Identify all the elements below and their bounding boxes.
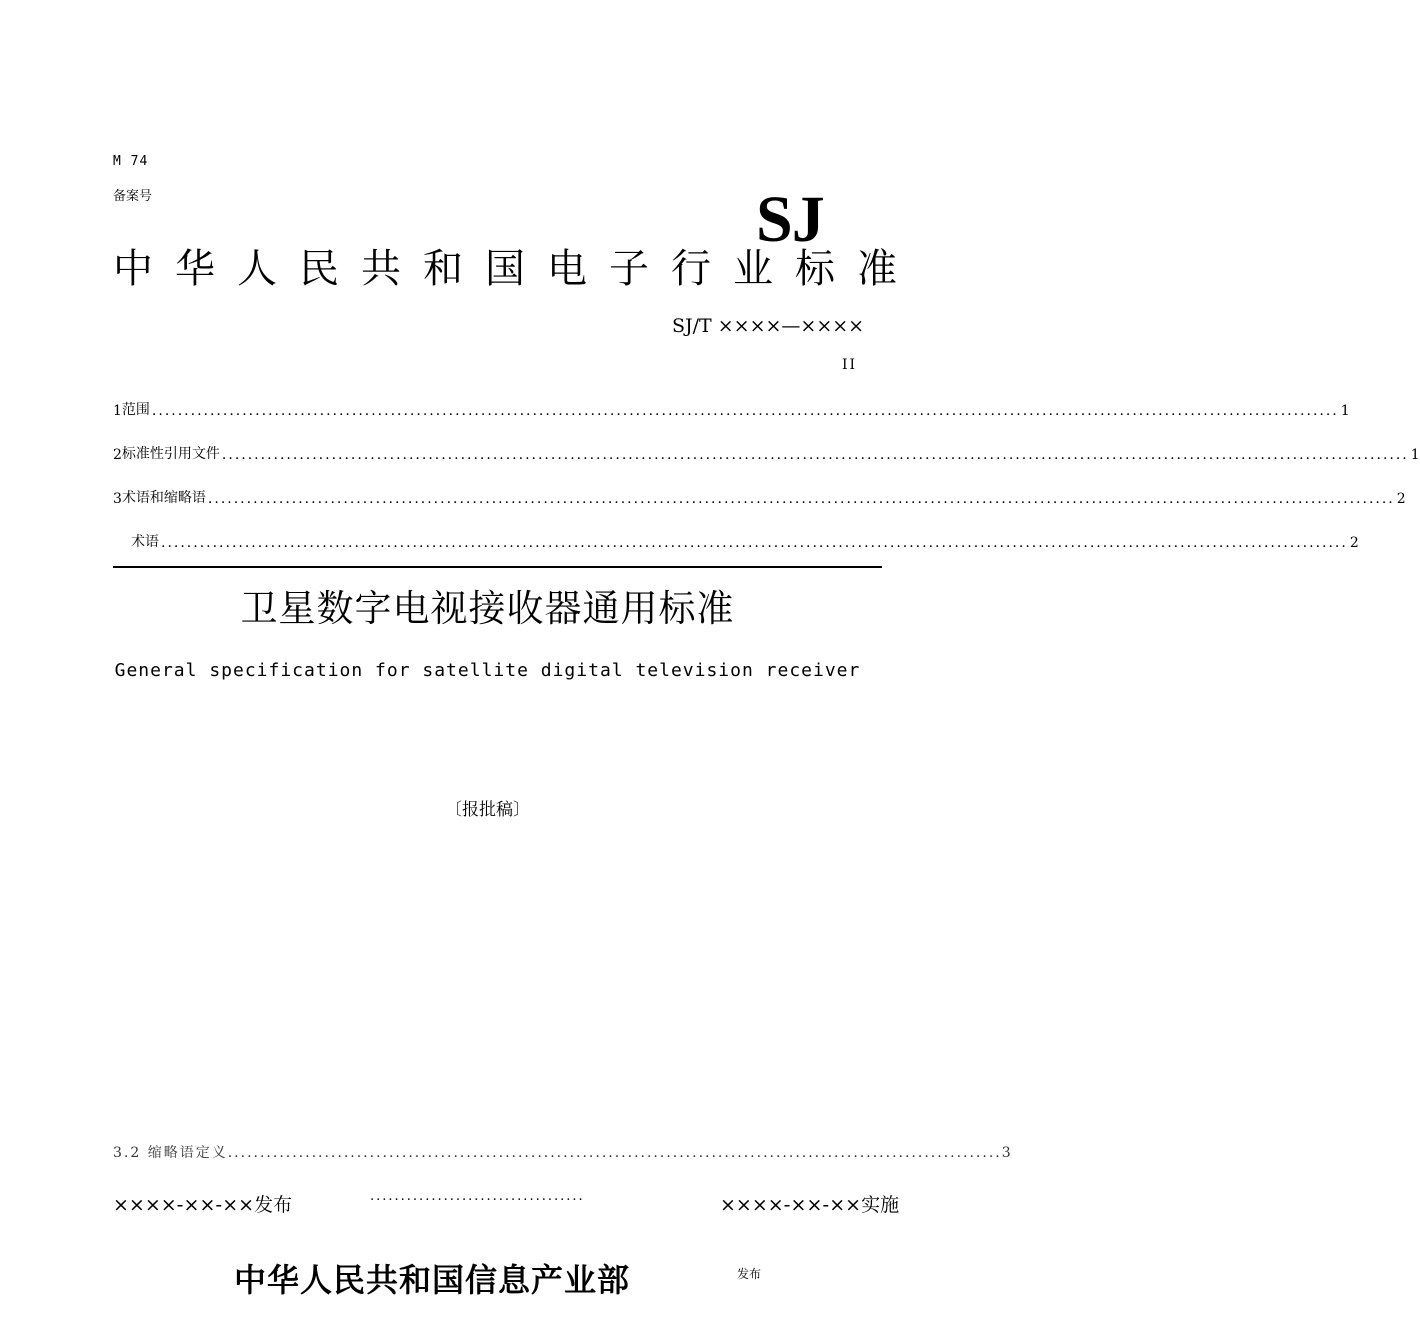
sj-logo-text: SJ: [756, 183, 824, 256]
toc-page-number: 1: [1340, 403, 1350, 419]
toc-item-terms[interactable]: [131, 531, 1359, 551]
toc-page-number: 1: [1410, 447, 1420, 463]
issue-date: ××××-××-××发布: [113, 1194, 293, 1216]
toc-item-terms-abbreviations[interactable]: [113, 487, 1406, 507]
toc-label: 术语: [131, 534, 159, 550]
toc-item-scope[interactable]: [113, 399, 1350, 419]
classification-code: M 74: [113, 154, 149, 169]
issuing-ministry: 中华人民共和国信息产业部: [234, 1261, 631, 1299]
implementation-date: ××××-××-××实施: [720, 1194, 900, 1216]
issuing-ministry-suffix: 发布: [737, 1267, 762, 1281]
main-title: 中华人民共和国电子行业标准: [113, 246, 919, 292]
toc-label: 术语和缩略语: [121, 490, 206, 506]
toc-leader-dots: [152, 403, 1339, 419]
document-title-cn: 卫星数字电视接收器通用标准: [240, 587, 735, 630]
toc-number: 2: [113, 447, 122, 463]
draft-status: 〔报批稿〕: [445, 800, 530, 820]
toc-page-number: 2: [1396, 491, 1406, 507]
header-rule: [113, 566, 882, 568]
page-number-roman: II: [842, 357, 858, 373]
footer-dots: ...................................: [370, 1189, 585, 1204]
document-title-en: General specification for satellite digital television receiver: [114, 660, 861, 681]
toc-item-normative-references[interactable]: [113, 443, 1420, 463]
toc-number: 3: [113, 491, 122, 507]
toc-number: 1: [113, 403, 122, 419]
record-number-label: 备案号: [113, 189, 153, 204]
clipped-toc-line: [113, 1145, 1013, 1161]
standard-code: SJ/T ××××—××××: [672, 315, 865, 337]
toc-leader-dots: [161, 535, 1348, 551]
toc-leader-dots: [222, 447, 1409, 463]
toc-label: 范围: [121, 402, 150, 418]
sj-logo: [756, 176, 862, 256]
toc-page-number: 2: [1349, 535, 1359, 551]
toc-leader-dots: [208, 491, 1395, 507]
clipped-toc-text: 3.2 缩略语定义........................................................................................................................3: [113, 1145, 1013, 1161]
toc-label: 标准性引用文件: [121, 446, 220, 462]
